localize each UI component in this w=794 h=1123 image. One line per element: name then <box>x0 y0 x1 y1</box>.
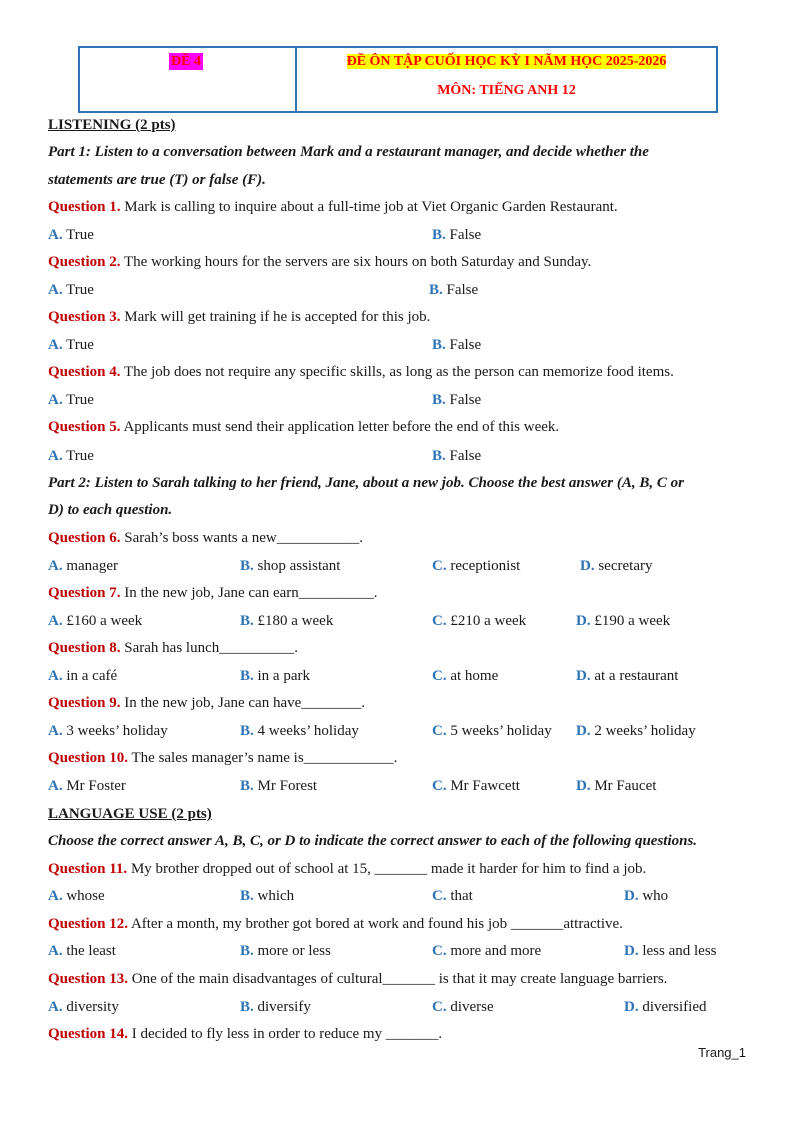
q7-option-b[interactable]: B. £180 a week <box>240 613 334 629</box>
q8-option-b[interactable]: B. in a park <box>240 668 310 684</box>
question-2: Question 2. The working hours for the servers are six hours on both Saturday and Sunday. <box>48 254 592 270</box>
question-11: Question 11. My brother dropped out of school at 15, _______ made it harder for him to find a job. <box>48 861 647 877</box>
question-13: Question 13. One of the main disadvantages of cultural_______ is that it may create language barriers. <box>48 971 668 987</box>
q5-option-a[interactable]: A. True <box>48 448 94 464</box>
question-9: Question 9. In the new job, Jane can have________. <box>48 695 366 711</box>
q10-option-a[interactable]: A. Mr Foster <box>48 778 126 794</box>
q5-option-b[interactable]: B. False <box>432 448 482 464</box>
q11-option-d[interactable]: D. who <box>624 888 669 904</box>
q4-option-a[interactable]: A. True <box>48 392 94 408</box>
q12-option-a[interactable]: A. the least <box>48 943 116 959</box>
q10-option-d[interactable]: D. Mr Faucet <box>576 778 657 794</box>
q1-option-b[interactable]: B. False <box>432 227 482 243</box>
q1-option-a[interactable]: A. True <box>48 227 94 243</box>
q7-option-c[interactable]: C. £210 a week <box>432 613 527 629</box>
q9-option-a[interactable]: A. 3 weeks’ holiday <box>48 723 168 739</box>
part1-instruction-line1: Part 1: Listen to a conversation between Mark and a restaurant manager, and decide whether the <box>48 144 649 160</box>
q2-option-b[interactable]: B. False <box>429 282 479 298</box>
q9-option-c[interactable]: C. 5 weeks’ holiday <box>432 723 552 739</box>
q9-option-b[interactable]: B. 4 weeks’ holiday <box>240 723 359 739</box>
part2-instruction-line1: Part 2: Listen to Sarah talking to her friend, Jane, about a new job. Choose the best answer (A, B, C or <box>48 475 684 491</box>
question-4: Question 4. The job does not require any specific skills, as long as the person can memorize food items. <box>48 364 674 380</box>
page-number: Trang_1 <box>698 1045 746 1060</box>
q8-option-a[interactable]: A. in a café <box>48 668 118 684</box>
q12-option-c[interactable]: C. more and more <box>432 943 542 959</box>
q12-option-b[interactable]: B. more or less <box>240 943 331 959</box>
q9-option-d[interactable]: D. 2 weeks’ holiday <box>576 723 696 739</box>
q7-option-d[interactable]: D. £190 a week <box>576 613 671 629</box>
exam-subject: MÔN: TIẾNG ANH 12 <box>437 83 576 98</box>
q8-option-c[interactable]: C. at home <box>432 668 499 684</box>
q4-option-b[interactable]: B. False <box>432 392 482 408</box>
q13-option-d[interactable]: D. diversified <box>624 999 707 1015</box>
header-right-cell <box>297 48 716 111</box>
question-7: Question 7. In the new job, Jane can earn__________. <box>48 585 378 601</box>
question-5: Question 5. Applicants must send their application letter before the end of this week. <box>48 419 560 435</box>
part1-instruction-line2: statements are true (T) or false (F). <box>48 172 266 188</box>
part2-instruction-line2: D) to each question. <box>48 502 173 518</box>
q11-option-c[interactable]: C. that <box>432 888 473 904</box>
q13-option-b[interactable]: B. diversify <box>240 999 311 1015</box>
q3-option-b[interactable]: B. False <box>432 337 482 353</box>
q8-option-d[interactable]: D. at a restaurant <box>576 668 679 684</box>
q3-option-a[interactable]: A. True <box>48 337 94 353</box>
question-8: Question 8. Sarah has lunch__________. <box>48 640 298 656</box>
question-14: Question 14. I decided to fly less in order to reduce my _______. <box>48 1026 443 1042</box>
exam-title <box>297 54 716 70</box>
q11-option-a[interactable]: A. whose <box>48 888 105 904</box>
q2-option-a[interactable]: A. True <box>48 282 94 298</box>
language-use-heading: LANGUAGE USE (2 pts) <box>48 806 212 822</box>
header-table <box>78 46 718 113</box>
exam-title-text: ĐỀ ÔN TẬP CUỐI HỌC KỲ I NĂM HỌC 2025-2026 <box>346 54 667 69</box>
language-use-instruction: Choose the correct answer A, B, C, or D to indicate the correct answer to each of the following questions. <box>48 833 698 849</box>
exam-number: ĐỀ 4 <box>171 54 201 69</box>
q7-option-a[interactable]: A. £160 a week <box>48 613 143 629</box>
question-1: Question 1. Mark is calling to inquire about a full-time job at Viet Organic Garden Restaurant. <box>48 199 618 215</box>
q10-option-b[interactable]: B. Mr Forest <box>240 778 318 794</box>
header-left-cell <box>80 48 297 111</box>
q13-option-c[interactable]: C. diverse <box>432 999 494 1015</box>
q6-option-d[interactable]: D. secretary <box>580 558 653 574</box>
q6-option-c[interactable]: C. receptionist <box>432 558 521 574</box>
q6-option-b[interactable]: B. shop assistant <box>240 558 341 574</box>
q10-option-c[interactable]: C. Mr Fawcett <box>432 778 520 794</box>
q13-option-a[interactable]: A. diversity <box>48 999 119 1015</box>
question-6: Question 6. Sarah’s boss wants a new___________. <box>48 530 363 546</box>
q11-option-b[interactable]: B. which <box>240 888 295 904</box>
question-12: Question 12. After a month, my brother got bored at work and found his job _______attractive. <box>48 916 623 932</box>
question-10: Question 10. The sales manager’s name is____________. <box>48 750 398 766</box>
q12-option-d[interactable]: D. less and less <box>624 943 717 959</box>
q6-option-a[interactable]: A. manager <box>48 558 118 574</box>
question-3: Question 3. Mark will get training if he is accepted for this job. <box>48 309 431 325</box>
listening-heading: LISTENING (2 pts) <box>48 117 176 133</box>
